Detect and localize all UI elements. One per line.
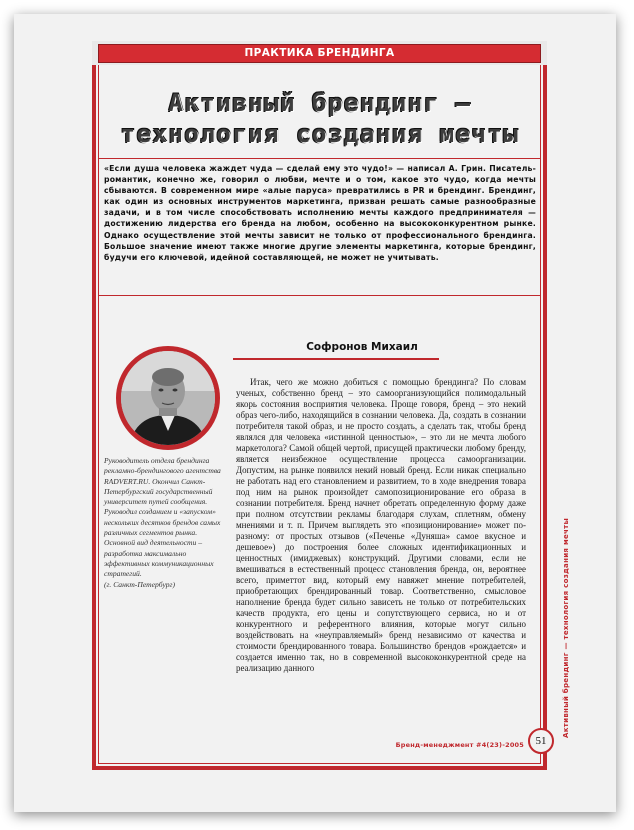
- vertical-running-title-text: Активный брендинг — технология создания мечты: [562, 517, 570, 738]
- lead-paragraph: «Если душа человека жаждет чуда — сделай ему это чудо!» — написал А. Грин. Писатель-романтик, конечно же, говорил о любви, мечте и о том, какое это чудо, когда мечты сбываются. В современном мире «алые паруса» превратились в PR и брендинг. Брендинг, как один из основных инструментов маркетинга, призван решать самые разнообразные задачи, и в том числе способствовать исполнению мечты каждого предпринимателя — достижению лидерства его бренда на любом, особенно на высококонкурентном рынке. Однако осуществление этой мечты зависит не только от профессионального брендинга. Большое значение имеют также многие другие элементы маркетинга, которые брендинг, будучи его ключевой, идейной составляющей, не может не учитывать.: [104, 164, 536, 262]
- section-label: ПРАКТИКА БРЕНДИНГА: [244, 47, 395, 59]
- journal-footer: Бренд-менеджмент #4(23)-2005: [395, 741, 524, 749]
- vertical-running-title: [558, 517, 570, 740]
- page-number: 51: [528, 728, 554, 754]
- author-rule: [233, 358, 439, 360]
- author-bio-text: Руководитель отдела брендинга рекламно-брендингового агентства RADVERT.RU. Окончил Санкт-Петербургский государственный университет путей сообщения. Руководил созданием и «запуском» нескольких десятков брендов самых различных сегментов рынка. Основной вид деятельности – разработка максимально эффективных коммуникационных стратегий.: [104, 456, 221, 579]
- author-city: (г. Санкт-Петербург): [104, 579, 176, 589]
- author-name: Софронов Михаил: [306, 341, 418, 353]
- portrait-image: [121, 351, 215, 445]
- author-bio: [104, 456, 221, 590]
- article-body: Итак, чего же можно добиться с помощью брендинга? По словам ученых, собственно бренд – это самоорганизующийся полимодальный якорь состояния восприятия человека. Проще говоря, бренд – это некий образ чего-либо, находящийся в сознании человека. Да, создать в сознании потребителя такой образ, и не просто создать, а сделать так, чтобы бренд являлся для человека «истинной ценностью», – это ли не мечта любого маркетолога? Самой общей чертой, присущей практически любому бренду, является неизбежное осуществление процесса самоорганизации. Допустим, на рынке появился некий новый бренд. Если никак специально не работать над его становлением и развитием, то в ходе внедрения товара под ним на рынок произойдет самопозиционирование его образа в сознании потребителя. Бренд начнет обретать определенную форму даже при полном отсутствии рекламы благодаря слухам, сплетням, обмену мнениями и т. п. Причем выглядеть это «позиционирование» может по-разному: от простых отзывов («Печенье «Дуняша» самое вкусное и дешевое») до построения более сложных идентификационных и ценностных (имиджевых) конструкций. Другими словами, если не вмешиваться в естественный процесс становления бренда, он, вероятнее всего, приметтот вид, который ему навяжет мнение потребителей, приобретающих брендированный товар. Соответственно, смысловое наполнение бренда будет сильно зависеть не только от потребительских качеств продукта, его цены и сопутствующего сервиса, но и от конкурентного и референтного влияния, которые могут сильно воздействовать на «неуправляемый» бренд независимо от качества и стоимости брендированного товара. Большинство брендов «рождается» и создается именно так, но в современной высококонкурентной среде на реализацию данного: [236, 377, 526, 673]
- author-photo: [116, 346, 220, 450]
- article-title: Активный брендинг — технология создания мечты: [120, 89, 520, 148]
